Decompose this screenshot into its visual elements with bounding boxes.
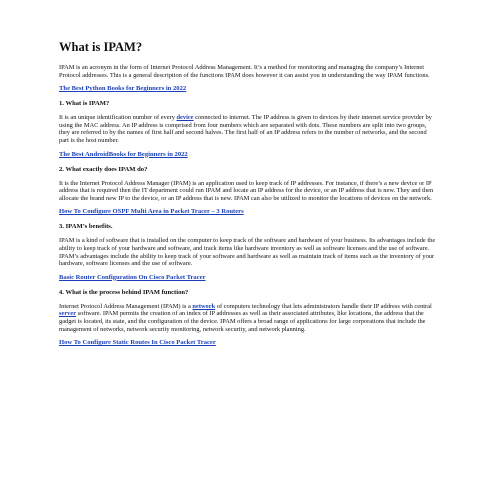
section-2-paragraph: It is the Internet Protocol Address Manager (IPAM) is an application used to keep track of IP addresses. For instance, if there’s a new device or IP address that is required then the IT department could run IPAM and locate an IP address for the device, or an IP address that is new. They and then allocate the brand new IP to the device, or an IP address that is new. IPAM can also be utilized to monitor the locations of devices on the network. [59, 179, 434, 202]
section-3-paragraph: IPAM is a kind of software that is installed on the computer to keep track of the software and hardware of your business. Its advantages include the ability to keep track of your hardware and software, and track items like hardware inventory as well as software licenses and the use of software. IPAM’s advantages include the ability to keep track of your software and hardware as well as maintain track of items such as the inventory of your hardware, software licenses and the use of software. [59, 237, 436, 268]
link-router-config[interactable]: Basic Router Configuration On Cisco Packet Tracer [59, 273, 206, 281]
section-3-heading: 3. IPAM’s benefits. [59, 223, 113, 231]
section-4-text-b: of computers technology that lets administrators handle their IP address with central [215, 302, 432, 310]
section-1-heading: 1. What is IPAM? [59, 100, 110, 108]
link-static-routes[interactable]: How To Configure Static Routes In Cisco Packet Tracer [59, 339, 216, 347]
section-1-text-a: It is an unique identification number of every [59, 114, 177, 122]
section-4-text-c: software. IPAM permits the creation of an index of IP addresses as well as their associated attributes, like locations, the address that the gadget is located, its state, and the configuration of the device. IPAM offers a broad range of applications for large corporations that include the management of networks, network security monitoring, network security, and network planning. [59, 310, 426, 333]
intro-paragraph: IPAM is an acronym in the form of Internet Protocol Address Management. It’s a method for monitoring and managing the company’s Internet Protocol addresses. This is a general description of the functions IPAM does however it can assist you in understanding the way IPAM functions. [59, 64, 430, 79]
section-1-paragraph [59, 114, 436, 144]
network-link[interactable]: network [192, 302, 216, 310]
link-ospf[interactable]: How To Configure OSPF Multi Area in Packet Tracer – 3 Routers [59, 208, 244, 216]
link-android-books[interactable]: The Best AndroidBooks for Beginners in 2022 [59, 150, 188, 158]
link-python-books[interactable]: The Best Python Books for Beginners in 2022 [59, 85, 187, 93]
section-4-text-a: Internet Protocol Address Management (IPAM) is a [59, 302, 193, 310]
device-link[interactable]: device [176, 114, 194, 122]
section-2-heading: 2. What exactly does IPAM do? [59, 165, 148, 173]
section-4-heading: 4. What is the process behind IPAM function? [59, 288, 189, 296]
section-1-text-b: connected to internet. The IP address is given to devices by their internet service provider by using the MAC address. An IP address is comprised from four numbers which are separated with dots. These numbers are split into two groups, they are referred to by the names of first half and second halves. The first half of an IP address refers to the number of networks, and the second part is the host number. [59, 114, 432, 144]
server-link[interactable]: server [59, 310, 77, 318]
page-title: What is IPAM? [59, 40, 143, 54]
section-4-paragraph [59, 303, 436, 333]
